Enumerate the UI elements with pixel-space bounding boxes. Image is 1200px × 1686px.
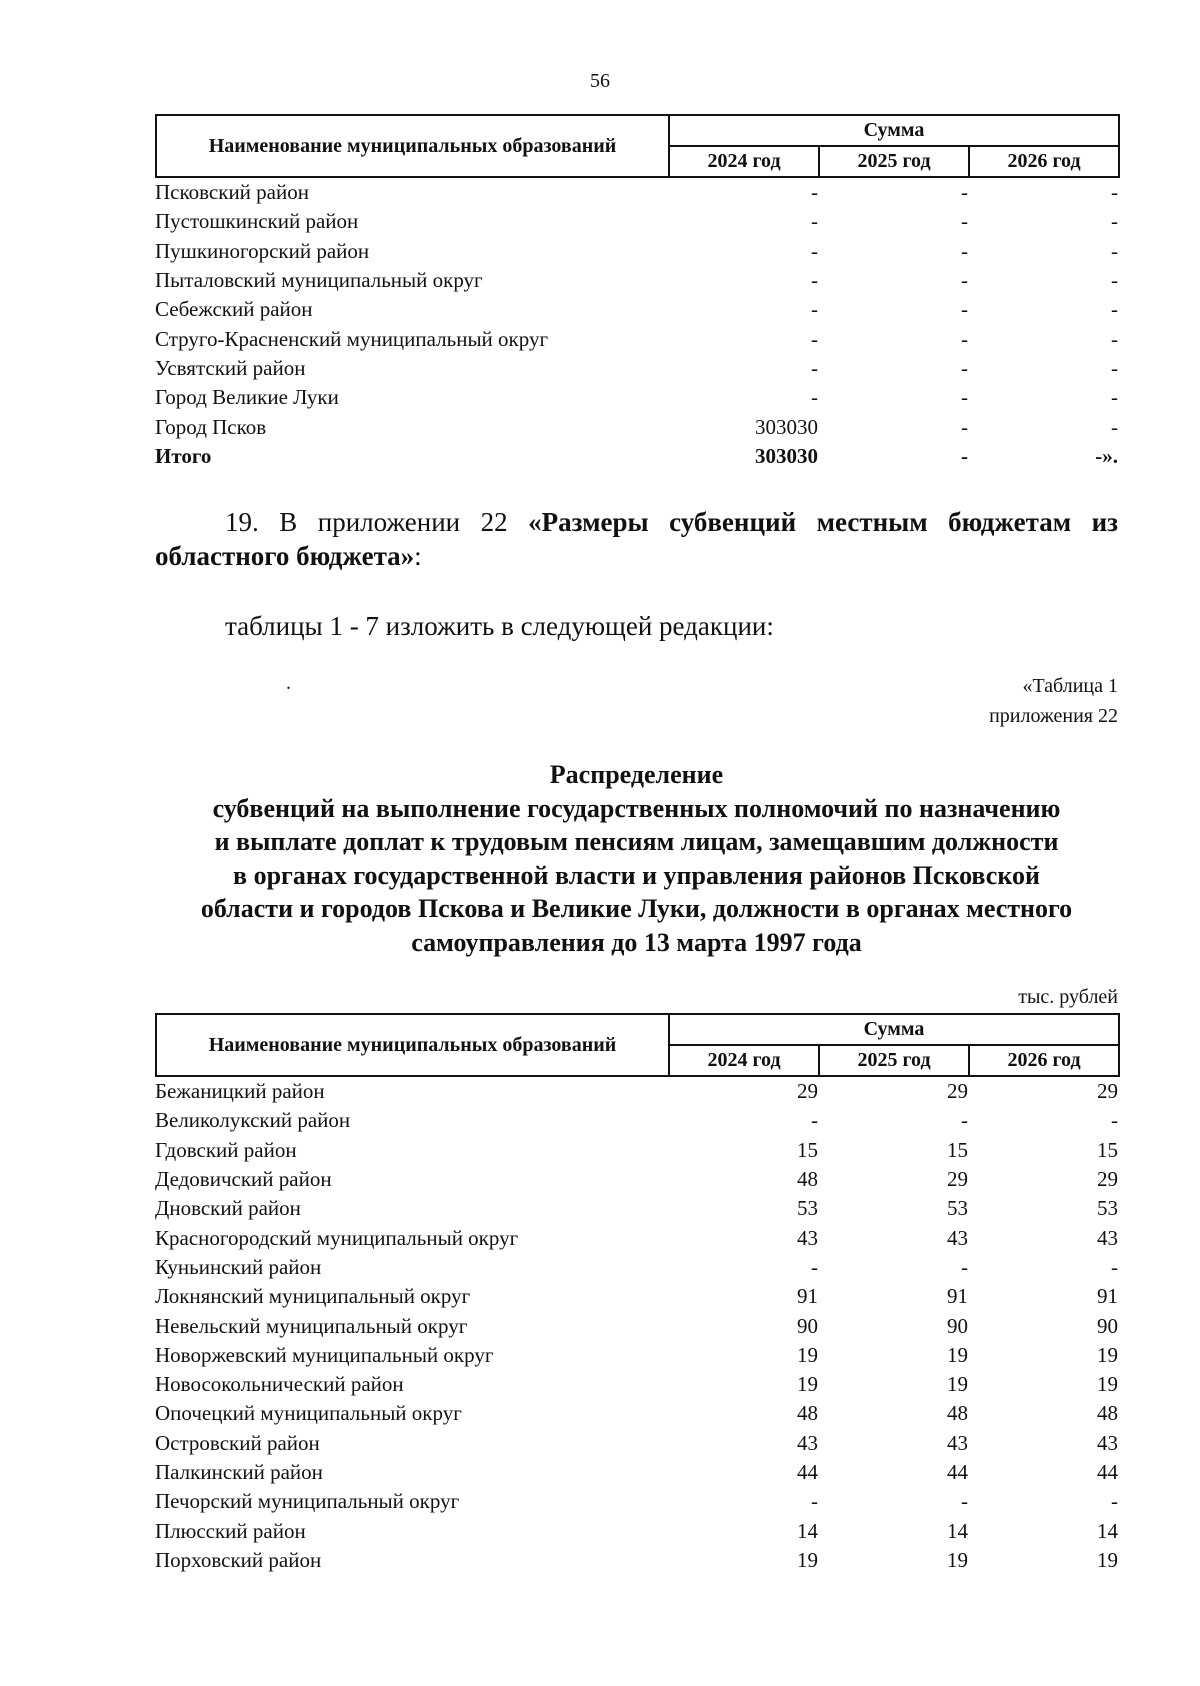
header-sum: Сумма	[669, 115, 1119, 146]
row-value-2025: 91	[947, 1284, 968, 1309]
units-label: тыс. рублей	[1018, 986, 1118, 1008]
total-2026: -».	[1095, 443, 1118, 468]
table-a-body	[155, 178, 1118, 471]
header-sum: Сумма	[669, 1014, 1119, 1045]
row-value-2024: 19	[797, 1372, 818, 1397]
row-value-2024: -	[811, 1489, 818, 1514]
table-row	[155, 1311, 1118, 1340]
row-name: Невельский муниципальный округ	[155, 1313, 468, 1338]
row-name: Усвятский район	[155, 355, 306, 380]
table-row	[155, 1399, 1118, 1428]
row-name: Дновский район	[155, 1196, 301, 1221]
row-value-2025: 44	[947, 1460, 968, 1484]
row-value-2024: -	[811, 238, 818, 263]
row-value-2026: 19	[1097, 1372, 1118, 1397]
row-value-2024: 29	[797, 1079, 818, 1104]
row-value-2024: 14	[797, 1518, 818, 1543]
table-row	[155, 1253, 1118, 1282]
total-2024: 303030	[755, 443, 818, 468]
row-value-2026: 44	[1097, 1460, 1118, 1484]
stray-dot: .	[286, 672, 291, 694]
row-value-2024: 43	[797, 1225, 818, 1250]
row-value-2025: 14	[947, 1518, 968, 1543]
row-value-2026: -	[1111, 326, 1118, 351]
row-value-2025: -	[961, 414, 968, 439]
paragraph-19	[155, 505, 1118, 573]
row-name: Гдовский район	[155, 1137, 297, 1162]
title-line-6: самоуправления до 13 марта 1997 года	[411, 927, 862, 957]
row-value-2026: -	[1111, 1254, 1118, 1279]
header-year-2025: 2025 год	[819, 1045, 969, 1076]
table-row	[155, 1341, 1118, 1370]
row-value-2026: 15	[1097, 1137, 1118, 1162]
row-value-2026: 43	[1097, 1225, 1118, 1250]
header-name-col: Наименование муниципальных образований	[156, 115, 669, 177]
row-value-2025: -	[961, 385, 968, 410]
table-row	[155, 1165, 1118, 1194]
row-value-2025: -	[961, 326, 968, 351]
total-row	[155, 442, 1118, 471]
row-name: Островский район	[155, 1430, 320, 1455]
table-row	[155, 1546, 1118, 1575]
row-name: Великолукский район	[155, 1108, 351, 1133]
row-value-2024: -	[811, 209, 818, 234]
row-value-2025: -	[961, 1489, 968, 1514]
row-value-2026: -	[1111, 414, 1118, 439]
table-row	[155, 1106, 1118, 1135]
row-name: Город Псков	[155, 414, 267, 439]
title-line-2: субвенций на выполнение государственных полномочий по назначению	[212, 793, 1061, 823]
row-value-2025: -	[961, 238, 968, 263]
row-value-2024: 53	[797, 1196, 818, 1221]
row-name: Куньинский район	[155, 1254, 322, 1279]
row-value-2025: 19	[947, 1342, 968, 1367]
row-name: Пыталовский муниципальный округ	[155, 268, 483, 293]
table-b	[155, 1013, 1118, 1575]
header-year-2025: 2025 год	[819, 146, 969, 177]
table-caption	[989, 671, 1118, 731]
table-row	[155, 1223, 1118, 1252]
row-value-2025: 43	[947, 1225, 968, 1250]
table-row	[155, 1194, 1118, 1223]
header-year-2024: 2024 год	[669, 146, 819, 177]
row-value-2024: 43	[797, 1430, 818, 1455]
row-value-2024: 90	[797, 1313, 818, 1338]
row-value-2025: -	[961, 209, 968, 234]
table-b-header	[155, 1013, 1120, 1077]
row-value-2025: 90	[947, 1313, 968, 1338]
header-year-2024: 2024 год	[669, 1045, 819, 1076]
row-value-2025: 19	[947, 1372, 968, 1397]
caption-line-1: «Таблица 1	[1022, 675, 1118, 697]
header-name-col: Наименование муниципальных образований	[156, 1014, 669, 1076]
row-name: Новоржевский муниципальный округ	[155, 1342, 494, 1367]
caption-line-2: приложения 22	[989, 705, 1118, 727]
paragraph-19-bold: «Размеры субвенций местным бюджетам из областного бюджета»	[155, 507, 1118, 571]
row-value-2024: 303030	[755, 414, 818, 439]
row-value-2024: -	[811, 385, 818, 410]
row-value-2024: 15	[797, 1137, 818, 1162]
row-value-2026: -	[1111, 180, 1118, 205]
row-value-2025: 29	[947, 1079, 968, 1104]
table-b-body	[155, 1077, 1118, 1575]
row-value-2024: -	[811, 326, 818, 351]
row-value-2025: 43	[947, 1430, 968, 1455]
row-name: Пушкиногорский район	[155, 238, 370, 263]
row-value-2026: 29	[1097, 1167, 1118, 1192]
table-row	[155, 1282, 1118, 1311]
row-value-2025: -	[961, 1108, 968, 1133]
title-line-3: и выплате доплат к трудовым пенсиям лицам, замещавшим должности	[214, 827, 1059, 856]
table-row	[155, 354, 1118, 383]
row-value-2026: -	[1111, 268, 1118, 293]
row-value-2024: 19	[797, 1342, 818, 1367]
row-value-2026: 19	[1097, 1547, 1118, 1572]
row-value-2025: 48	[947, 1401, 968, 1426]
row-value-2024: -	[811, 1254, 818, 1279]
table-row	[155, 383, 1118, 412]
table-row	[155, 1136, 1118, 1165]
title-line-5: области и городов Пскова и Великие Луки, должности в органах местного	[200, 894, 1073, 923]
row-value-2024: 91	[797, 1284, 818, 1309]
paragraph-19-suffix: :	[414, 541, 422, 571]
row-value-2026: 19	[1097, 1342, 1118, 1367]
row-value-2025: 29	[947, 1167, 968, 1192]
row-name: Локнянский муниципальный округ	[155, 1284, 471, 1309]
row-name: Печорский муниципальный округ	[155, 1489, 460, 1514]
row-value-2026: -	[1111, 297, 1118, 322]
row-value-2026: -	[1111, 385, 1118, 410]
table-title	[155, 758, 1118, 959]
row-value-2026: -	[1111, 1108, 1118, 1133]
row-value-2026: 43	[1097, 1430, 1118, 1455]
title-line-1: Распределение	[549, 760, 724, 789]
table-row	[155, 266, 1118, 295]
row-value-2025: 19	[947, 1547, 968, 1572]
header-year-2026: 2026 год	[969, 1045, 1119, 1076]
row-value-2026: -	[1111, 238, 1118, 263]
table-row	[155, 1370, 1118, 1399]
table-row	[155, 295, 1118, 324]
row-value-2024: -	[811, 180, 818, 205]
table-row	[155, 324, 1118, 353]
row-value-2026: 53	[1097, 1196, 1118, 1221]
row-name: Дедовичский район	[155, 1167, 332, 1192]
table-row	[155, 412, 1118, 441]
row-name: Опочецкий муниципальный округ	[155, 1401, 462, 1426]
header-year-2026: 2026 год	[969, 146, 1119, 177]
row-name: Себежский район	[155, 297, 313, 322]
row-value-2024: 48	[797, 1401, 818, 1426]
row-value-2024: 48	[797, 1167, 818, 1192]
row-name: Псковский район	[155, 180, 309, 205]
row-name: Порховский район	[155, 1547, 322, 1572]
table-row	[155, 1429, 1118, 1458]
table-row	[155, 237, 1118, 266]
paragraph-19-prefix: 19. В приложении 22	[225, 507, 529, 537]
title-line-4: в органах государственной власти и управления районов Псковской	[233, 860, 1040, 890]
row-value-2024: -	[811, 1108, 818, 1133]
row-value-2025: 15	[947, 1137, 968, 1162]
row-value-2024: -	[811, 297, 818, 322]
row-value-2025: -	[961, 355, 968, 380]
row-value-2026: 91	[1097, 1284, 1118, 1309]
table-a	[155, 114, 1118, 471]
paragraph-tables: таблицы 1 - 7 изложить в следующей редакции:	[225, 611, 774, 641]
table-a-header	[155, 114, 1120, 178]
row-value-2026: 90	[1097, 1313, 1118, 1338]
row-value-2025: -	[961, 1254, 968, 1279]
total-label: Итого	[155, 443, 212, 468]
table-row	[155, 1077, 1118, 1106]
row-value-2025: 53	[947, 1196, 968, 1221]
row-value-2026: 29	[1097, 1079, 1118, 1104]
row-value-2025: -	[961, 297, 968, 322]
row-name: Струго-Красненский муниципальный округ	[155, 326, 549, 351]
row-value-2024: -	[811, 355, 818, 380]
table-row	[155, 207, 1118, 236]
row-name: Плюсский район	[155, 1518, 306, 1543]
total-2025: -	[961, 443, 968, 468]
table-row	[155, 1487, 1118, 1516]
row-value-2026: -	[1111, 355, 1118, 380]
table-row	[155, 1516, 1118, 1545]
row-name: Бежаницкий район	[155, 1079, 325, 1104]
page-number: 56	[590, 70, 610, 92]
table-row	[155, 178, 1118, 207]
row-name: Город Великие Луки	[155, 385, 339, 410]
row-name: Новосокольнический район	[155, 1372, 404, 1397]
row-name: Пустошкинский район	[155, 209, 359, 234]
row-value-2024: 44	[797, 1460, 818, 1484]
row-value-2024: -	[811, 268, 818, 293]
row-value-2026: 48	[1097, 1401, 1118, 1426]
row-value-2025: -	[961, 268, 968, 293]
row-value-2026: -	[1111, 1489, 1118, 1514]
row-value-2026: -	[1111, 209, 1118, 234]
row-name: Палкинский район	[155, 1460, 323, 1484]
row-value-2026: 14	[1097, 1518, 1118, 1543]
row-name: Красногородский муниципальный округ	[155, 1225, 519, 1250]
row-value-2024: 19	[797, 1547, 818, 1572]
table-row	[155, 1458, 1118, 1487]
row-value-2025: -	[961, 180, 968, 205]
